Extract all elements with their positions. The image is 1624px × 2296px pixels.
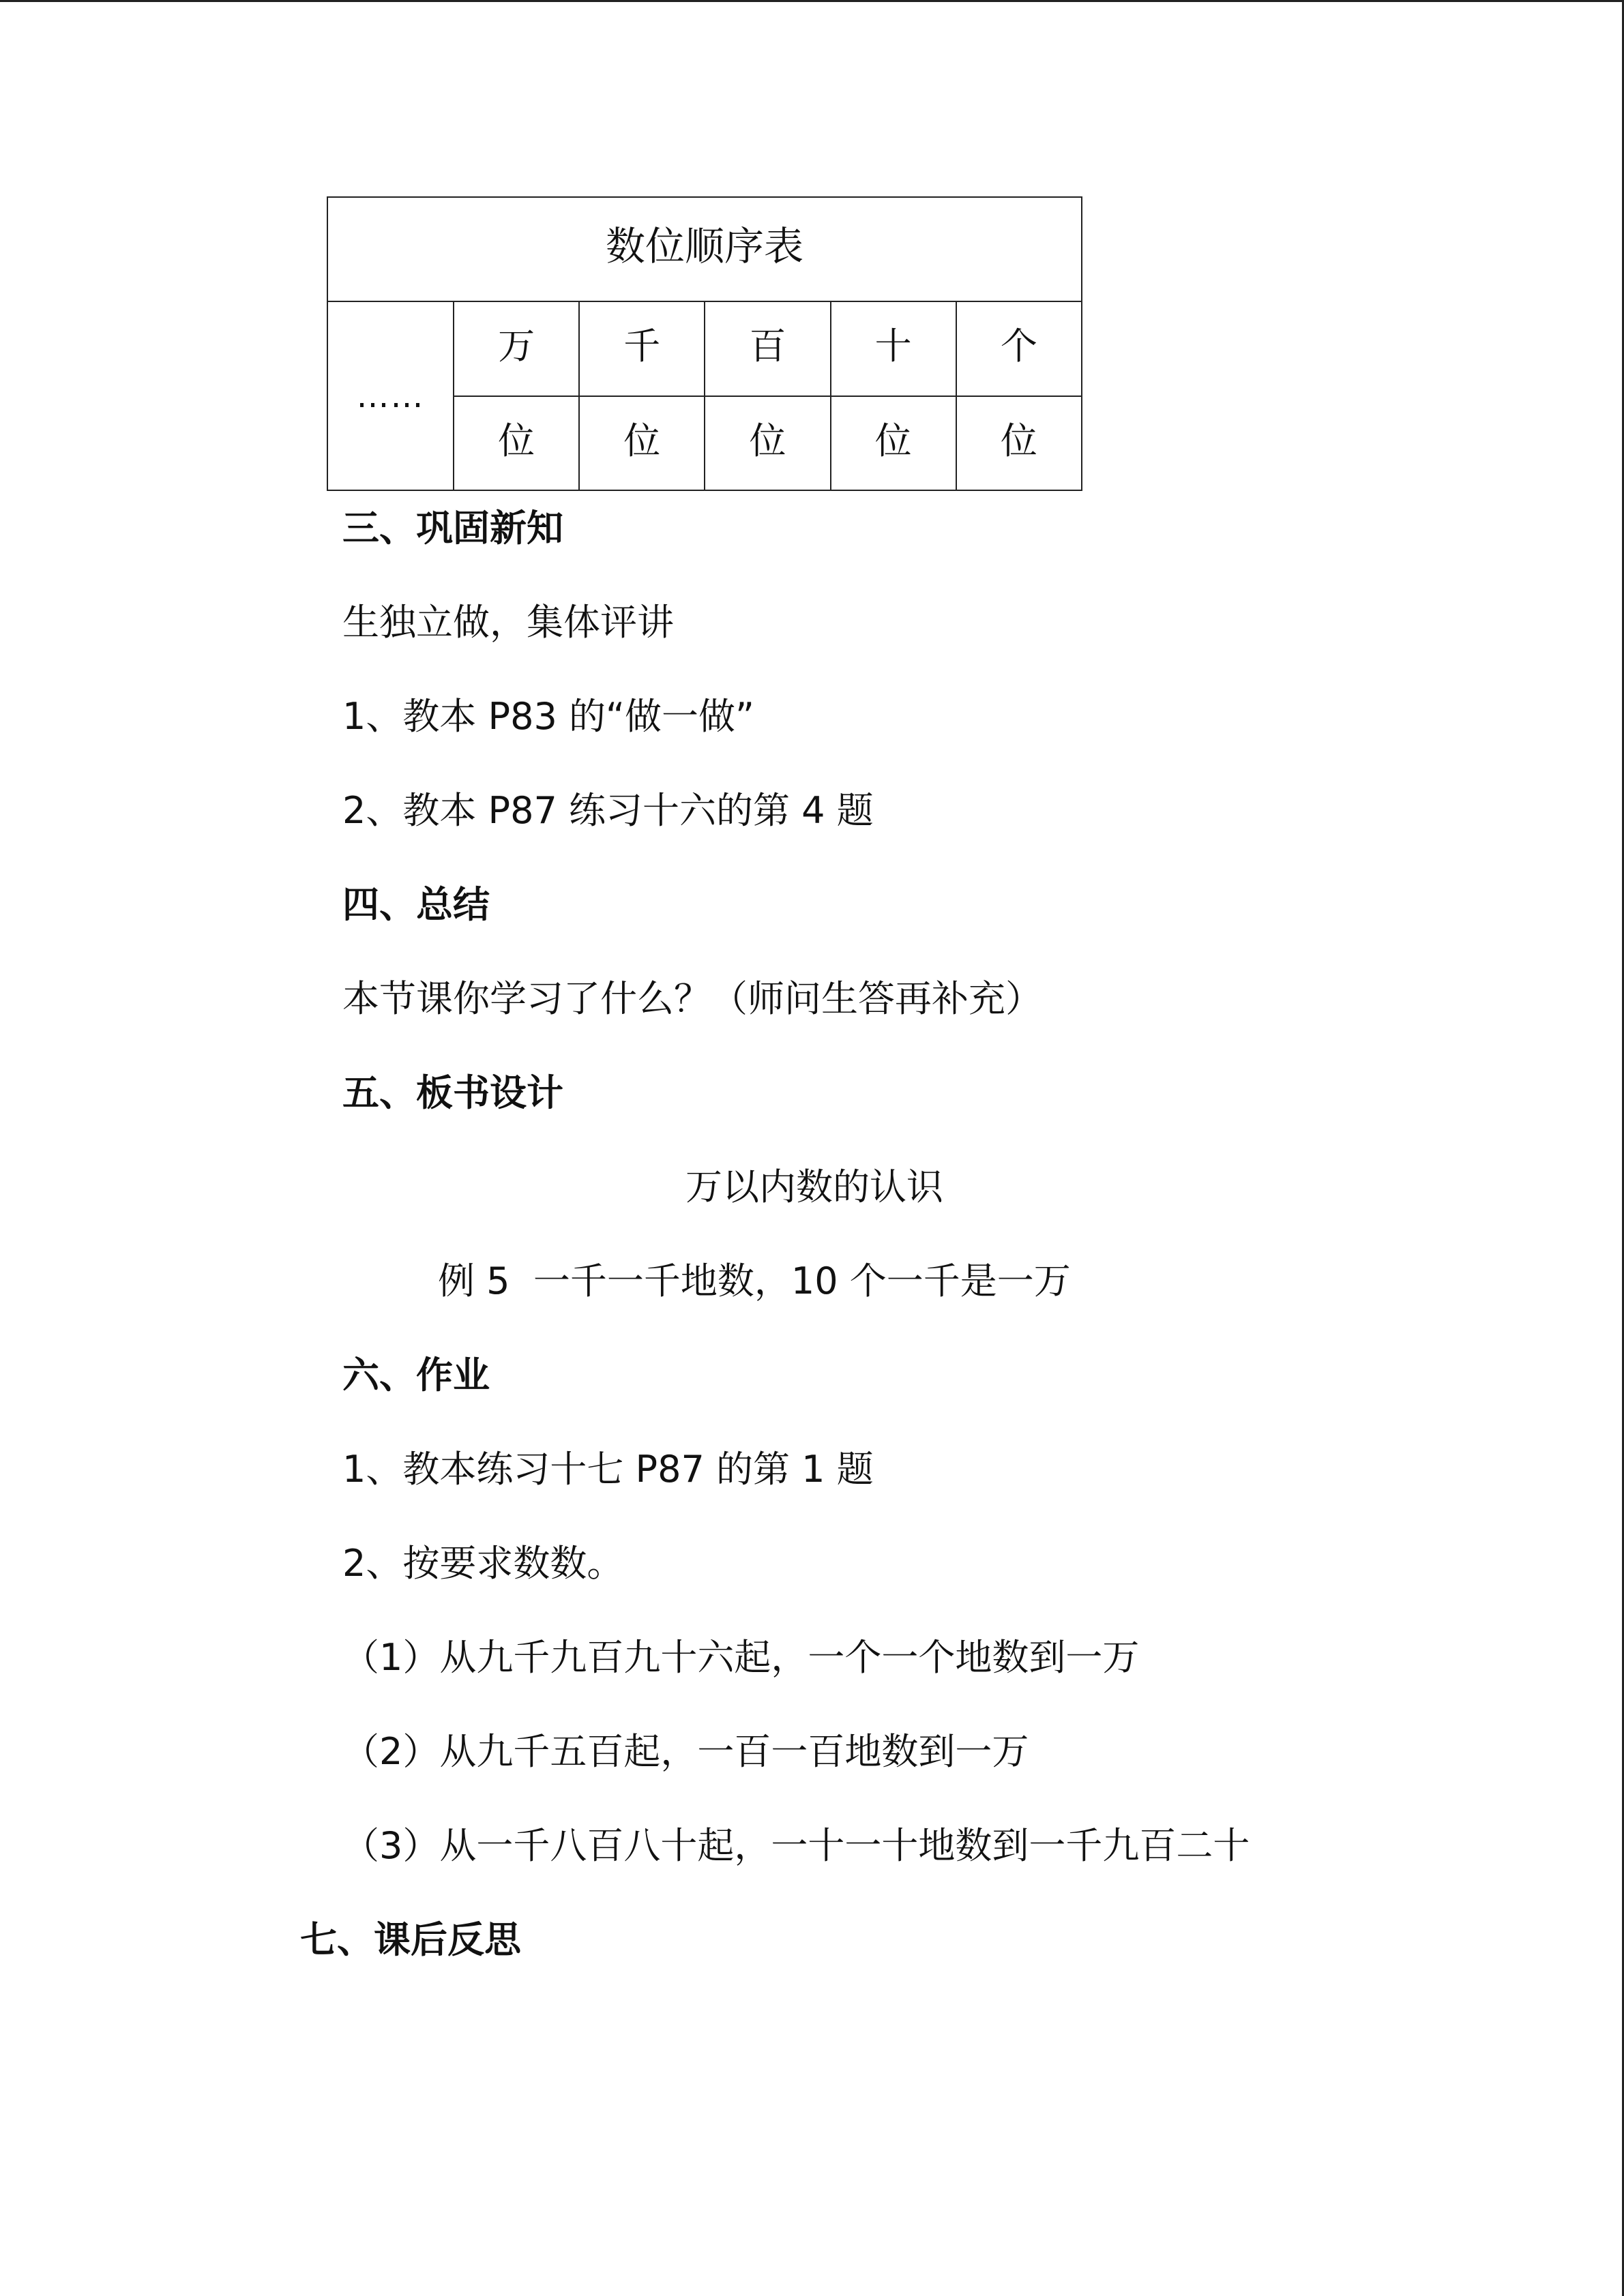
section-3-item: 1、教本 P83 的“做一做” (342, 695, 754, 738)
section-5-heading: 五、板书设计 (342, 1071, 563, 1114)
table-title: 数位顺序表 (327, 197, 1082, 301)
table-cell-wei: 位 (831, 396, 956, 490)
section-4-text: 本节课你学习了什么？（师问生答再补充） (342, 977, 1042, 1020)
section-6-item: 1、教本练习十七 P87 的第 1 题 (342, 1448, 874, 1491)
section-4-heading: 四、总结 (342, 883, 490, 926)
section-3-intro: 生独立做，集体评讲 (342, 601, 674, 644)
table-cell-wei: 位 (956, 396, 1082, 490)
section-7-heading: 七、课后反思 (300, 1918, 521, 1961)
section-3-heading: 三、巩固新知 (342, 507, 563, 550)
place-value-table (327, 196, 1082, 491)
table-cell-wei: 位 (579, 396, 705, 490)
section-6-item: 2、按要求数数。 (342, 1542, 624, 1585)
board-title: 万以内数的认识 (685, 1165, 943, 1208)
section-6-subitem: （1）从九千九百九十六起，一个一个地数到一万 (342, 1636, 1140, 1679)
section-6-subitem: （2）从九千五百起，一百一百地数到一万 (342, 1730, 1029, 1773)
table-cell-qian: 千 (579, 301, 705, 396)
table-ellipsis: …… (327, 301, 454, 490)
board-line: 例 5 一千一千地数，10 个一千是一万 (438, 1259, 1071, 1302)
section-6-heading: 六、作业 (342, 1354, 490, 1397)
table-cell-ge: 个 (956, 301, 1082, 396)
table-cell-shi: 十 (831, 301, 956, 396)
section-3-item: 2、教本 P87 练习十六的第 4 题 (342, 789, 874, 832)
table-cell-wei: 位 (705, 396, 830, 490)
section-6-subitem: （3）从一千八百八十起，一十一十地数到一千九百二十 (342, 1824, 1250, 1867)
table-cell-wan: 万 (454, 301, 579, 396)
table-cell-bai: 百 (705, 301, 830, 396)
table-cell-wei: 位 (454, 396, 579, 490)
